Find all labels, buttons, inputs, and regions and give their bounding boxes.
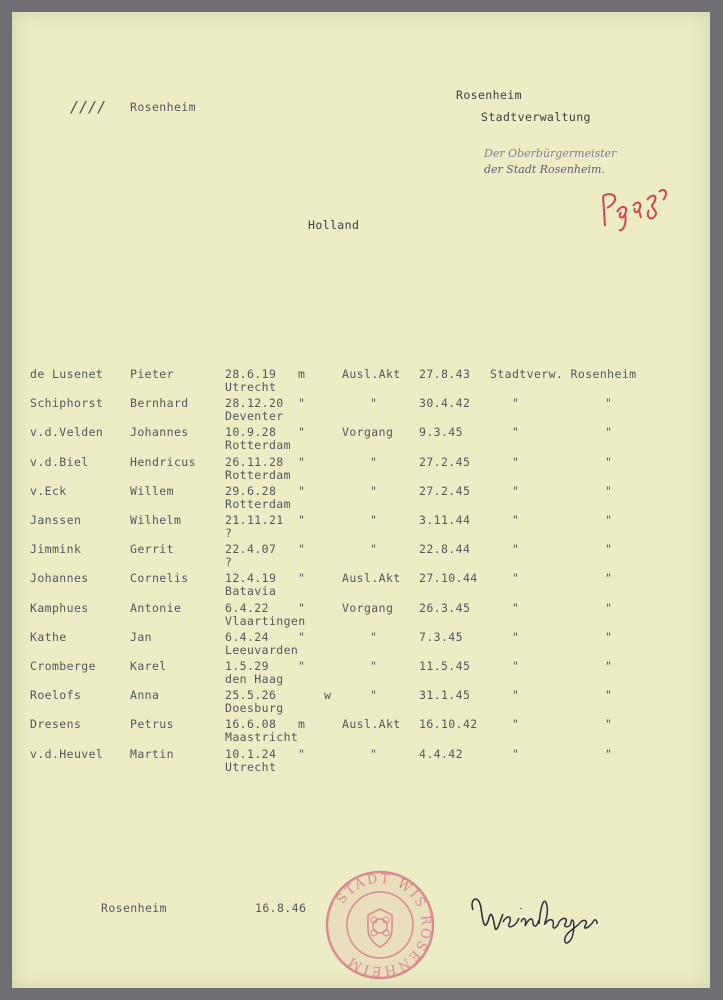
- office-ditto: ": [605, 571, 613, 586]
- mayor-stamp-line-2: der Stadt Rosenheim.: [484, 163, 605, 176]
- sex: ": [298, 746, 306, 761]
- first-name: Wilhelm: [130, 513, 182, 527]
- record-type: ": [370, 629, 378, 644]
- list-item: [12, 717, 710, 747]
- first-name: Petrus: [130, 717, 174, 732]
- first-name: Pieter: [130, 367, 174, 381]
- office: ": [512, 659, 520, 673]
- last-name: Janssen: [30, 513, 82, 527]
- last-name: Schiphorst: [30, 396, 104, 411]
- last-name: Roelofs: [30, 688, 82, 703]
- list-item: [12, 601, 710, 631]
- office-ditto: ": [605, 746, 613, 761]
- record-date: 30.4.42: [419, 396, 471, 411]
- record-date: 16.10.42: [419, 717, 478, 732]
- office: ": [512, 688, 520, 703]
- first-name: Willem: [130, 483, 174, 498]
- birth-place: Doesburg: [225, 701, 284, 716]
- birth-date: 6.4.22: [225, 600, 269, 615]
- record-date: 4.4.42: [419, 746, 463, 761]
- office-ditto: ": [605, 425, 613, 440]
- birth-date: 21.11.21: [225, 513, 284, 527]
- handwritten-marks: ////: [70, 98, 107, 116]
- record-type: ": [370, 513, 378, 527]
- birth-place: Rotterdam: [225, 496, 291, 511]
- office-ditto: ": [605, 396, 613, 411]
- birth-date: 28.6.19: [225, 367, 277, 381]
- last-name: v.d.Biel: [30, 454, 89, 469]
- list-item: [12, 367, 710, 397]
- office-ditto: ": [605, 688, 613, 703]
- first-name: Karel: [130, 659, 167, 673]
- list-item: [12, 425, 710, 455]
- document-sheet: [12, 12, 710, 988]
- office: ": [512, 717, 520, 732]
- office: ": [512, 513, 520, 527]
- first-name: Martin: [130, 746, 174, 761]
- record-type: Ausl.Akt: [342, 571, 401, 586]
- record-date: 31.1.45: [419, 688, 471, 703]
- sex: m: [298, 717, 306, 732]
- first-name: Antonie: [130, 600, 182, 615]
- record-type: ": [370, 542, 378, 557]
- office: ": [512, 600, 520, 615]
- list-item: [12, 542, 710, 572]
- birth-place: Leeuvarden: [225, 642, 299, 657]
- office-ditto: ": [605, 513, 613, 527]
- birth-date: 29.6.28: [225, 483, 277, 498]
- record-date: 27.10.44: [419, 571, 478, 586]
- red-initials-mark: [595, 182, 675, 238]
- office-ditto: ": [605, 717, 613, 732]
- office-ditto: ": [605, 600, 613, 615]
- last-name: Kathe: [30, 629, 67, 644]
- header-place-right: Rosenheim: [456, 88, 522, 102]
- last-name: de Lusenet: [30, 367, 104, 381]
- birth-place: Rotterdam: [225, 467, 291, 482]
- record-type: ": [370, 688, 378, 703]
- record-type: Ausl.Akt: [342, 367, 401, 381]
- office: ": [512, 425, 520, 440]
- birth-date: 12.4.19: [225, 571, 277, 586]
- birth-date: 16.6.08: [225, 717, 277, 732]
- birth-place: Vlaartingen: [225, 613, 306, 628]
- list-item: [12, 659, 710, 689]
- record-date: 11.5.45: [419, 659, 471, 673]
- sex: ": [298, 483, 306, 498]
- birth-place: ?: [225, 526, 233, 540]
- signature: [467, 888, 607, 954]
- first-name: Hendricus: [130, 454, 196, 469]
- sex: w: [324, 688, 332, 703]
- record-type: ": [370, 396, 378, 411]
- record-date: 27.2.45: [419, 454, 471, 469]
- record-type: ": [370, 483, 378, 498]
- sex: ": [298, 454, 306, 469]
- record-date: 27.8.43: [419, 367, 471, 381]
- birth-date: 1.5.29: [225, 659, 269, 673]
- office: ": [512, 746, 520, 761]
- first-name: Bernhard: [130, 396, 189, 411]
- record-date: 9.3.45: [419, 425, 463, 440]
- birth-date: 28.12.20: [225, 396, 284, 411]
- header-authority: Stadtverwaltung: [481, 110, 591, 124]
- birth-date: 10.9.28: [225, 425, 277, 440]
- first-name: Gerrit: [130, 542, 174, 557]
- last-name: Jimmink: [30, 542, 82, 557]
- birth-date: 10.1.24: [225, 746, 277, 761]
- record-date: 3.11.44: [419, 513, 471, 527]
- first-name: Cornelis: [130, 571, 189, 586]
- last-name: Kamphues: [30, 600, 89, 615]
- birth-date: 6.4.24: [225, 629, 269, 644]
- record-type: Vorgang: [342, 600, 394, 615]
- record-date: 7.3.45: [419, 629, 463, 644]
- list-item: [12, 513, 710, 543]
- record-type: ": [370, 746, 378, 761]
- birth-place: Batavia: [225, 584, 277, 599]
- list-item: [12, 630, 710, 660]
- sex: ": [298, 571, 306, 586]
- sex: ": [298, 659, 306, 673]
- last-name: v.d.Heuvel: [30, 746, 104, 761]
- record-date: 26.3.45: [419, 600, 471, 615]
- list-item: [12, 396, 710, 426]
- sex: ": [298, 542, 306, 557]
- list-item: [12, 747, 710, 777]
- last-name: Dresens: [30, 717, 82, 732]
- sex: ": [298, 396, 306, 411]
- birth-place: Rotterdam: [225, 438, 291, 453]
- office: ": [512, 454, 520, 469]
- office: ": [512, 396, 520, 411]
- office-ditto: ": [605, 542, 613, 557]
- list-item: [12, 455, 710, 485]
- office-ditto: ": [605, 659, 613, 673]
- footer-date: 16.8.46: [255, 901, 307, 915]
- last-name: Johannes: [30, 571, 89, 586]
- birth-place: Utrecht: [225, 380, 277, 394]
- office: ": [512, 483, 520, 498]
- birth-date: 22.4.07: [225, 542, 277, 557]
- mayor-stamp-line-1: Der Oberbürgermeister: [484, 147, 617, 160]
- sex: ": [298, 600, 306, 615]
- svg-text:STADT WIS ROSENHEIM: STADT WIS ROSENHEIM: [334, 871, 434, 979]
- office-ditto: ": [605, 483, 613, 498]
- first-name: Jan: [130, 629, 152, 644]
- list-item: [12, 484, 710, 514]
- svg-text:Pg/98: Pg/98: [595, 236, 599, 237]
- sex: ": [298, 513, 306, 527]
- sex: ": [298, 425, 306, 440]
- record-type: ": [370, 659, 378, 673]
- office: ": [512, 571, 520, 586]
- birth-place: Maastricht: [225, 730, 299, 745]
- city-seal-stamp: [324, 869, 436, 981]
- record-type: Vorgang: [342, 425, 394, 440]
- record-date: 27.2.45: [419, 483, 471, 498]
- office-ditto: ": [605, 629, 613, 644]
- office: ": [512, 542, 520, 557]
- birth-place: Utrecht: [225, 759, 277, 774]
- birth-place: Deventer: [225, 409, 284, 424]
- list-item: [12, 688, 710, 718]
- office: Stadtverw. Rosenheim: [490, 367, 637, 381]
- footer-place: Rosenheim: [101, 901, 167, 915]
- birth-date: 25.5.26: [225, 688, 277, 703]
- list-item: [12, 571, 710, 601]
- birth-place: den Haag: [225, 672, 284, 686]
- office-ditto: ": [605, 454, 613, 469]
- record-type: Ausl.Akt: [342, 717, 401, 732]
- birth-place: ?: [225, 555, 233, 570]
- record-date: 22.8.44: [419, 542, 471, 557]
- first-name: Johannes: [130, 425, 189, 440]
- birth-date: 26.11.28: [225, 454, 284, 469]
- first-name: Anna: [130, 688, 160, 703]
- sex: ": [298, 629, 306, 644]
- sex: m: [298, 367, 306, 381]
- last-name: Cromberge: [30, 659, 96, 673]
- country-heading: Holland: [308, 218, 360, 232]
- last-name: v.Eck: [30, 483, 67, 498]
- last-name: v.d.Velden: [30, 425, 104, 440]
- header-place-left: Rosenheim: [130, 100, 196, 114]
- record-type: ": [370, 454, 378, 469]
- office: ": [512, 629, 520, 644]
